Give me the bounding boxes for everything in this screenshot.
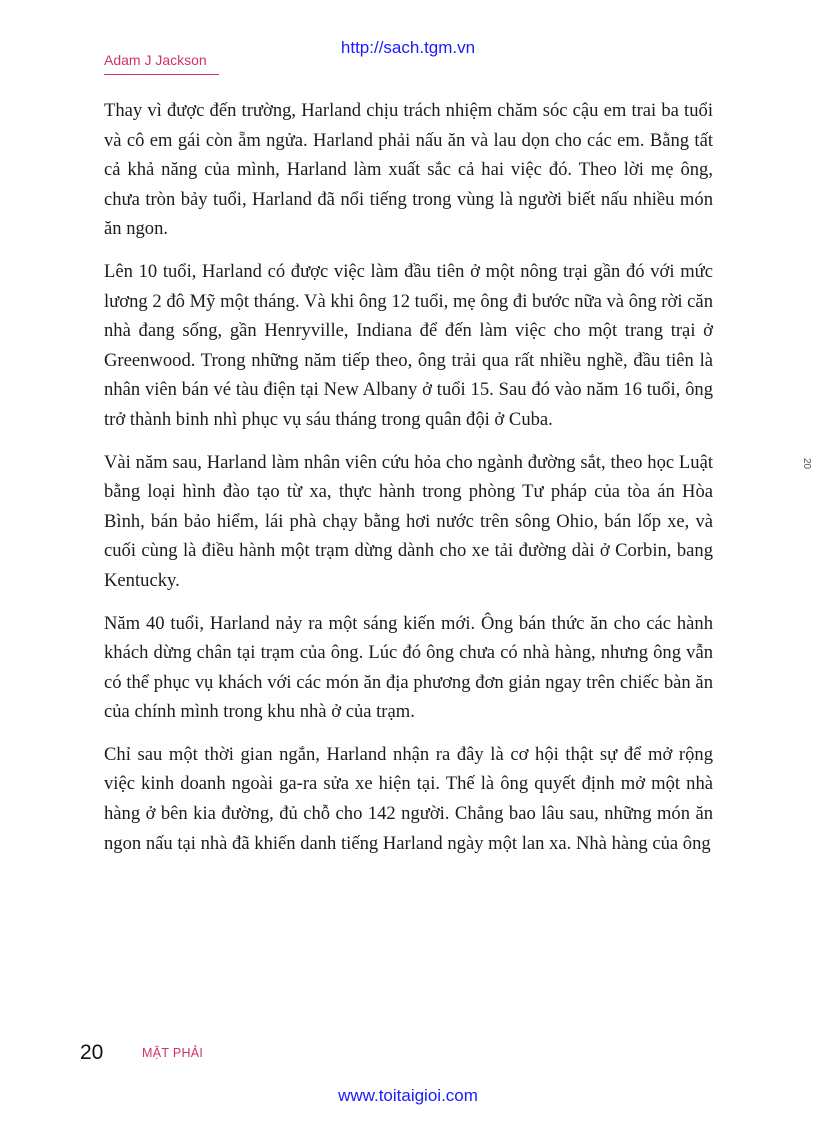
paragraph: Chỉ sau một thời gian ngắn, Harland nhận ra đây là cơ hội thật sự để mở rộng việc kinh doanh ngoài ga-ra sửa xe hiện tại. Thế là ông quyết định mở một nhà hàng ở bên kia đường, đủ chỗ cho 142 người. Chẳng bao lâu sau, những món ăn ngon nấu tại nhà đã khiến danh tiếng Harland ngày một lan xa. Nhà hàng của ông [104, 743, 713, 854]
author-name: Adam J Jackson [104, 52, 207, 68]
paragraph: Thay vì được đến trường, Harland chịu trách nhiệm chăm sóc cậu em trai ba tuổi và cô em gái còn ẵm ngửa. Harland phải nấu ăn và lau dọn cho các em. Bằng tất cả khả năng của mình, Harland làm xuất sắc cả hai việc đó. Theo lời mẹ ông, chưa tròn bảy tuổi, Harland đã nổi tiếng trong vùng là người biết nấu nhiều món ăn ngon. [104, 100, 713, 240]
page-side-label: MẶT PHẢI [142, 1046, 204, 1060]
paragraph: Vài năm sau, Harland làm nhân viên cứu hỏa cho ngành đường sắt, theo học Luật bằng loại hình đào tạo từ xa, thực hành trong phòng Tư pháp của tòa án Hòa Bình, bán bảo hiểm, lái phà chạy bằng hơi nước trên sông Ohio, bán lốp xe, và cuối cùng là điều hành một trạm dừng dành cho xe tải đường dài ở Corbin, bang Kentucky. [104, 451, 713, 591]
paragraph: Lên 10 tuổi, Harland có được việc làm đầu tiên ở một nông trại gần đó với mức lương 2 đô Mỹ một tháng. Và khi ông 12 tuổi, mẹ ông đi bước nữa và ông rời căn nhà đang sống, gần Henryville, Indiana để đến làm việc cho một trang trại ở Greenwood. Trong những năm tiếp theo, ông trải qua rất nhiều nghề, đầu tiên là nhân viên bán vé tàu điện tại New Albany ở tuổi 15. Sau đó vào năm 16 tuổi, ông trở thành binh nhì phục vụ sáu tháng trong quân đội ở Cuba. [104, 260, 713, 430]
page-number: 20 [80, 1041, 104, 1064]
paragraph: Năm 40 tuổi, Harland nảy ra một sáng kiến mới. Ông bán thức ăn cho các hành khách dừng chân tại trạm của ông. Lúc đó ông chưa có nhà hàng, nhưng ông vẫn có thể phục vụ khách với các món ăn địa phương đơn giản ngay trên chiếc bàn ăn của chính mình trong khu nhà ở của trạm. [104, 612, 713, 723]
header-url[interactable]: http://sach.tgm.vn [340, 38, 476, 57]
body-text [104, 96, 713, 871]
footer-url[interactable]: www.toitaigioi.com [338, 1086, 478, 1105]
side-page-number: 20 [801, 457, 813, 470]
author-underline [104, 74, 219, 75]
